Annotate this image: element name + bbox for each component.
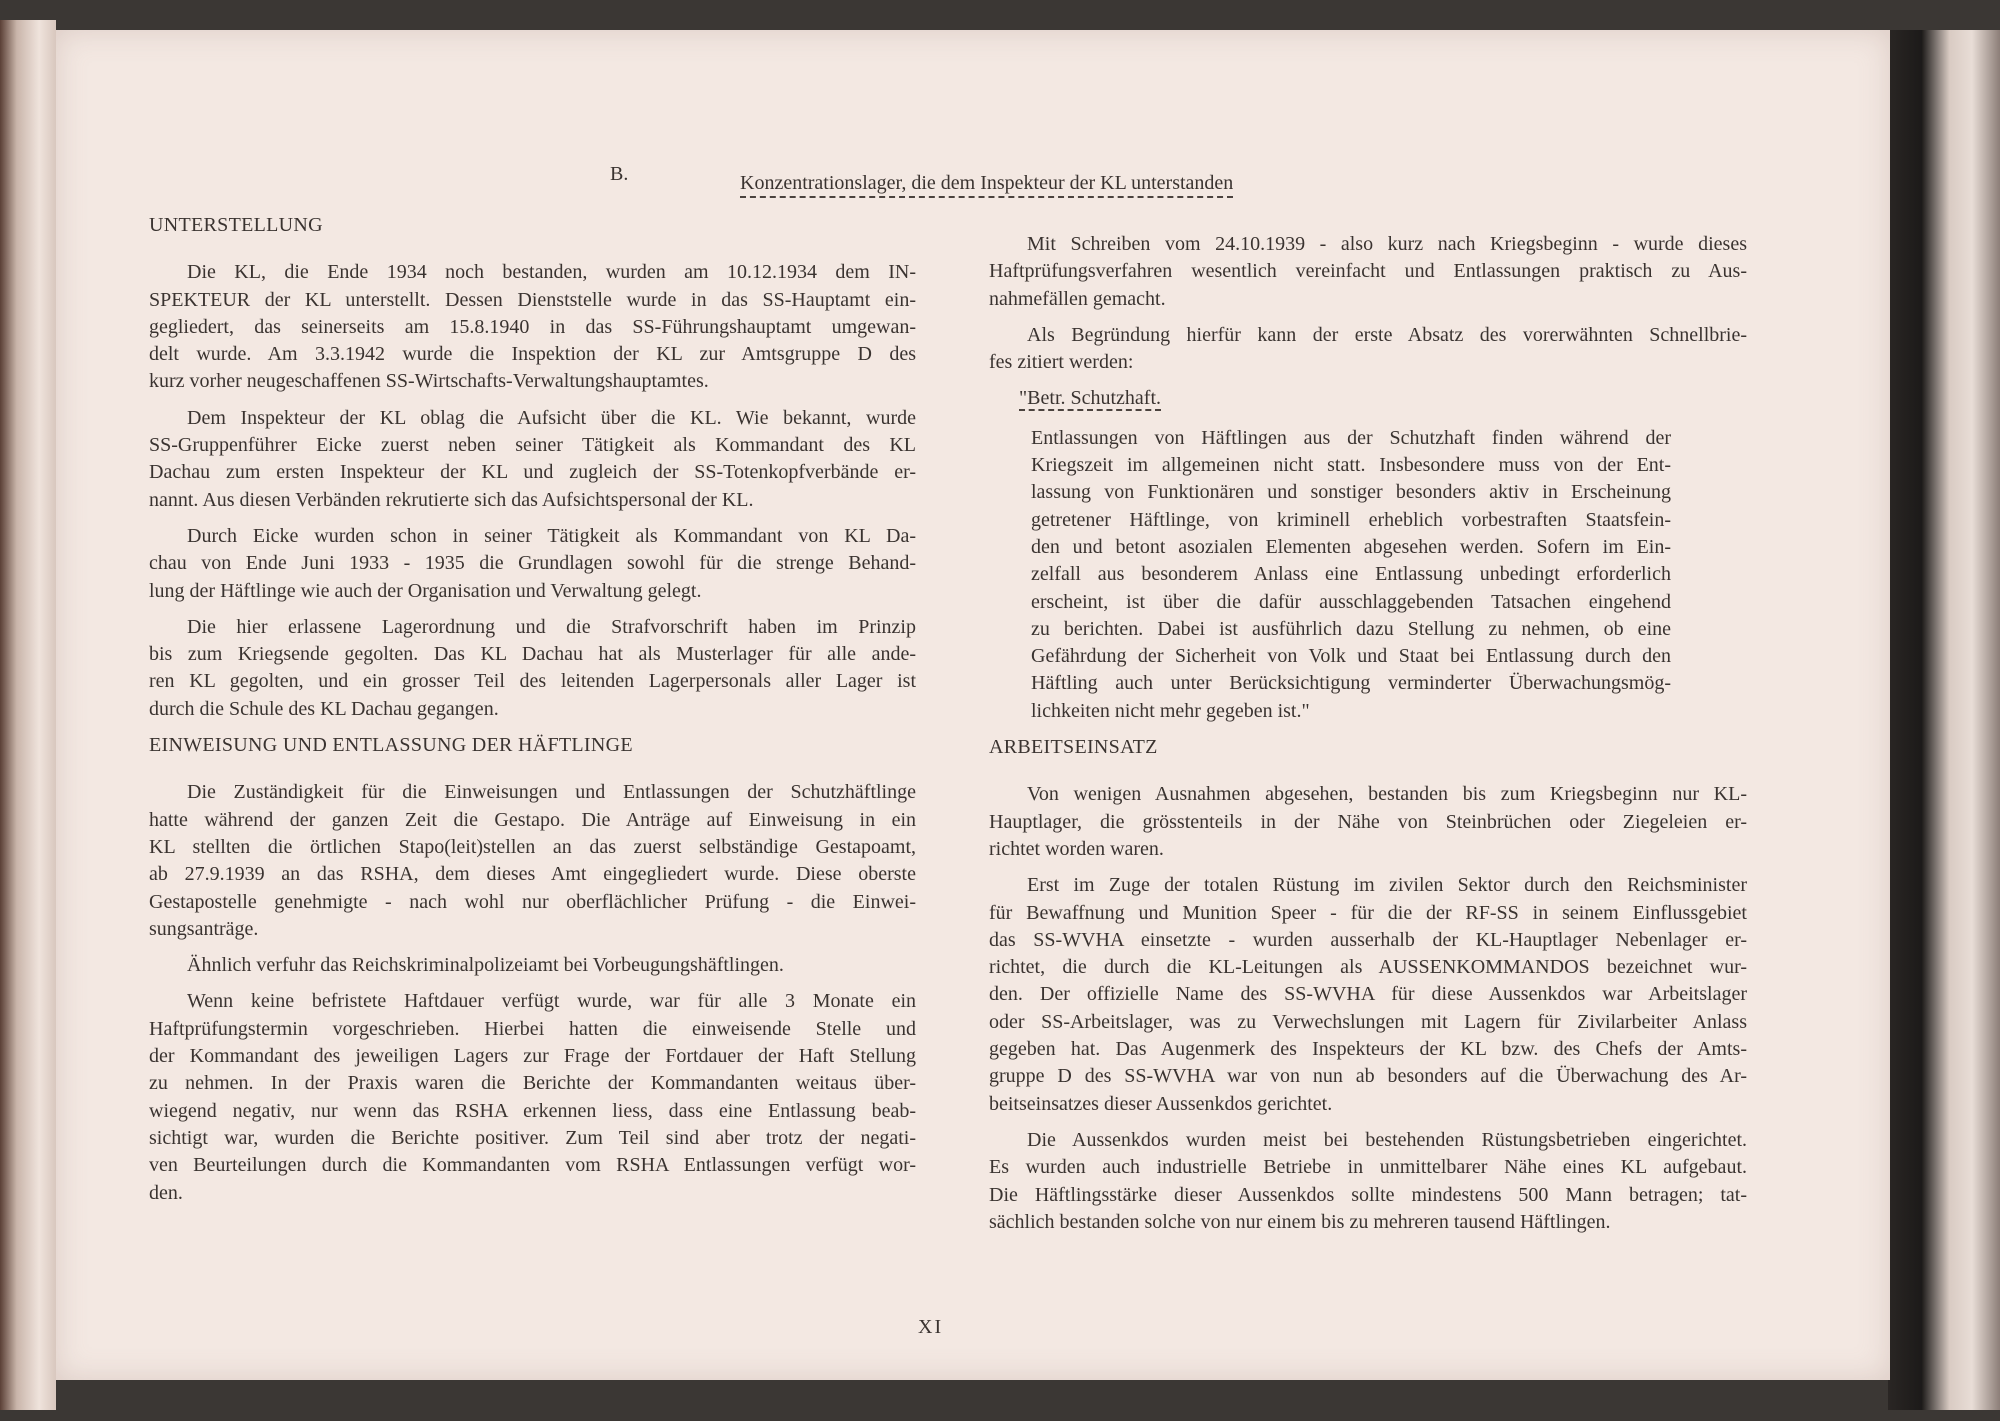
text-line: richtet, die durch die KL-Leitungen als AUSSENKOMMANDOS bezeichnet wur-: [989, 956, 1747, 979]
text-line: lung der Häftlinge wie auch der Organisation und Verwaltung gelegt.: [149, 579, 702, 602]
text-line: Ähnlich verfuhr das Reichskriminalpolizeiamt bei Vorbeugungshäftlingen.: [187, 954, 784, 977]
text-line: fes zitiert werden:: [989, 351, 1134, 374]
text-line: zu nehmen. In der Praxis waren die Berichte der Kommandanten weitaus über-: [149, 1072, 916, 1095]
section-heading: ARBEITSEINSATZ: [989, 736, 1158, 759]
text-line: SS-Gruppenführer Eicke zuerst neben seiner Tätigkeit als Kommandant des KL: [149, 434, 916, 457]
paragraph: [989, 781, 1747, 863]
text-line: das SS-WVHA einsetzte - wurden ausserhalb der KL-Hauptlager Nebenlager er-: [989, 928, 1747, 951]
paragraph: [149, 779, 916, 943]
text-line: ven Beurteilungen durch die Kommandanten vom RSHA Entlassungen verfügt wor-: [149, 1154, 916, 1177]
text-line: Häftling auch unter Berücksichtigung verminderter Überwachungsmög-: [1031, 672, 1671, 695]
text-line: ren KL gegolten, und ein grosser Teil des leitenden Lagerpersonals aller Lager ist: [149, 670, 916, 693]
text-line: sächlich bestanden solche von nur einem bis zu mehreren tausend Häftlingen.: [989, 1210, 1611, 1233]
text-line: Dem Inspekteur der KL oblag die Aufsicht über die KL. Wie bekannt, wurde: [187, 406, 916, 429]
left-column: [149, 212, 916, 1216]
text-line: den.: [149, 1181, 183, 1204]
text-line: Mit Schreiben vom 24.10.1939 - also kurz nach Kriegsbeginn - wurde dieses: [1027, 233, 1747, 255]
page-title: Konzentrationslager, die dem Inspekteur der KL unterstanden: [740, 172, 1233, 198]
text-line: Kriegszeit im allgemeinen nicht statt. Insbesondere muss von der Ent-: [1031, 454, 1671, 477]
paragraph: [989, 1127, 1747, 1236]
paragraph: [149, 523, 916, 605]
text-line: sungsanträge.: [149, 917, 259, 940]
text-line: Gefährdung der Sicherheit von Volk und Staat bei Entlassung durch den: [1031, 645, 1671, 668]
book-left-edge: [0, 20, 56, 1410]
text-line: ab 27.9.1939 an das RSHA, dem dieses Amt eingegliedert wurde. Diese oberste: [149, 863, 916, 886]
text-line: Gestapostelle genehmigte - nach wohl nur oberflächlicher Prüfung - die Einwei-: [149, 890, 916, 913]
section-heading: EINWEISUNG UND ENTLASSUNG DER HÄFTLINGE: [149, 734, 633, 757]
paragraph: [989, 872, 1747, 1118]
paragraph: [149, 988, 916, 1206]
paragraph: [989, 231, 1747, 313]
text-line: Die Aussenkdos wurden meist bei bestehenden Rüstungsbetrieben eingerichtet.: [1027, 1128, 1747, 1151]
text-line: hatte während der ganzen Zeit die Gestapo. Die Anträge auf Einweisung in ein: [149, 808, 916, 831]
text-line: chau von Ende Juni 1933 - 1935 die Grundlagen sowohl für die strenge Behand-: [149, 552, 916, 575]
text-line: gegliedert, das seinerseits am 15.8.1940 in das SS-Führungshauptamt umgewan-: [149, 315, 916, 338]
quote-title: [1019, 385, 1747, 412]
text-line: durch die Schule des KL Dachau gegangen.: [149, 697, 499, 720]
section-heading: UNTERSTELLUNG: [149, 214, 323, 236]
section-label: B.: [610, 163, 629, 185]
text-line: beitseinsatzes dieser Aussenkdos gerichtet.: [989, 1092, 1333, 1115]
text-line: Hauptlager, die grösstenteils in der Nähe von Steinbrüchen oder Ziegeleien er-: [989, 810, 1747, 833]
text-line: SPEKTEUR der KL unterstellt. Dessen Dienststelle wurde in das SS-Hauptamt ein-: [149, 288, 916, 311]
text-line: wiegend negativ, nur wenn das RSHA erkennen liess, dass eine Entlassung beab-: [149, 1099, 916, 1122]
text-line: bis zum Kriegsende gegolten. Das KL Dachau hat als Musterlager für alle ande-: [149, 643, 916, 666]
text-line: erscheint, ist über die dafür ausschlaggebenden Tatsachen eingehend: [1031, 590, 1671, 613]
text-line: Es wurden auch industrielle Betriebe in unmittelbarer Nähe eines KL aufgebaut.: [989, 1156, 1747, 1179]
text-line: delt wurde. Am 3.3.1942 wurde die Inspektion der KL zur Amtsgruppe D des: [149, 343, 916, 366]
quote-title-text: "Betr. Schutzhaft.: [1019, 387, 1162, 410]
text-line: den. Der offizielle Name des SS-WVHA für diese Aussenkdos war Arbeitslager: [989, 983, 1747, 1006]
text-line: Die hier erlassene Lagerordnung und die Strafvorschrift haben im Prinzip: [187, 615, 916, 638]
text-line: Haftprüfungsverfahren wesentlich vereinfacht und Entlassungen praktisch zu Aus-: [989, 260, 1747, 283]
text-line: zu berichten. Dabei ist ausführlich dazu Stellung zu nehmen, ob eine: [1031, 617, 1671, 640]
text-line: nahmefällen gemacht.: [989, 287, 1166, 310]
text-line: gegeben hat. Das Augenmerk des Inspekteurs der KL bzw. des Chefs der Amts-: [989, 1038, 1747, 1061]
text-line: Erst im Zuge der totalen Rüstung im zivilen Sektor durch den Reichsminister: [1027, 874, 1747, 897]
text-line: Die Häftlingsstärke dieser Aussenkdos sollte mindestens 500 Mann betragen; tat-: [989, 1183, 1747, 1206]
text-line: getretener Häftlinge, von kriminell erheblich vorbestraften Staatsfein-: [1031, 508, 1671, 531]
paragraph: [149, 405, 916, 514]
text-line: Durch Eicke wurden schon in seiner Tätigkeit als Kommandant von KL Da-: [187, 524, 916, 547]
paragraph: [149, 614, 916, 723]
text-line: Wenn keine befristete Haftdauer verfügt wurde, war für alle 3 Monate ein: [187, 990, 916, 1013]
text-line: oder SS-Arbeitslager, was zu Verwechslungen mit Lagern für Zivilarbeiter Anlass: [989, 1010, 1747, 1033]
text-line: für Bewaffnung und Munition Speer - für die der RF-SS in seinem Einflussgebiet: [989, 901, 1747, 924]
text-line: Dachau zum ersten Inspekteur der KL und zugleich der SS-Totenkopfverbände er-: [149, 461, 916, 484]
right-column: [989, 231, 1747, 1245]
paragraph: [149, 952, 916, 979]
text-line: sichtigt war, wurden die Berichte positiver. Zum Teil sind aber trotz der negati-: [149, 1126, 916, 1149]
text-line: lassung von Funktionären und sonstiger besonders aktiv in Erscheinung: [1031, 481, 1671, 504]
book-right-edge: [1888, 30, 2000, 1410]
text-line: Entlassungen von Häftlingen aus der Schutzhaft finden während der: [1031, 426, 1671, 449]
text-line: den und betont asozialen Elementen abgesehen werden. Sofern im Ein-: [1031, 535, 1671, 558]
text-line: Von wenigen Ausnahmen abgesehen, bestanden bis zum Kriegsbeginn nur KL-: [1027, 783, 1747, 806]
text-line: gruppe D des SS-WVHA war von nun ab besonders auf die Überwachung des Ar-: [989, 1065, 1747, 1088]
page-number: XI: [918, 1316, 944, 1338]
text-line: Als Begründung hierfür kann der erste Absatz des vorerwähnten Schnellbrie-: [1027, 323, 1747, 346]
text-line: richtet worden waren.: [989, 837, 1164, 860]
text-line: kurz vorher neugeschaffenen SS-Wirtschafts-Verwaltungshauptamtes.: [149, 370, 709, 393]
paragraph: [149, 259, 916, 395]
text-line: KL stellten die örtlichen Stapo(leit)stellen an das zuerst selbständige Gestapoamt,: [149, 835, 916, 858]
text-line: nannt. Aus diesen Verbänden rekrutierte sich das Aufsichtspersonal der KL.: [149, 488, 754, 511]
block-quote: [1031, 425, 1671, 725]
text-line: Haftprüfungstermin vorgeschrieben. Hierbei hatten die einweisende Stelle und: [149, 1017, 916, 1040]
text-line: Die KL, die Ende 1934 noch bestanden, wurden am 10.12.1934 dem IN-: [187, 261, 916, 284]
text-line: der Kommandant des jeweiligen Lagers zur Frage der Fortdauer der Haft Stellung: [149, 1045, 916, 1068]
text-line: Die Zuständigkeit für die Einweisungen und Entlassungen der Schutzhäftlinge: [187, 781, 916, 804]
paragraph: [989, 322, 1747, 377]
text-line: zelfall aus besonderem Anlass eine Entlassung unbedingt erforderlich: [1031, 563, 1671, 586]
text-line: lichkeiten nicht mehr gegeben ist.": [1031, 699, 1310, 722]
